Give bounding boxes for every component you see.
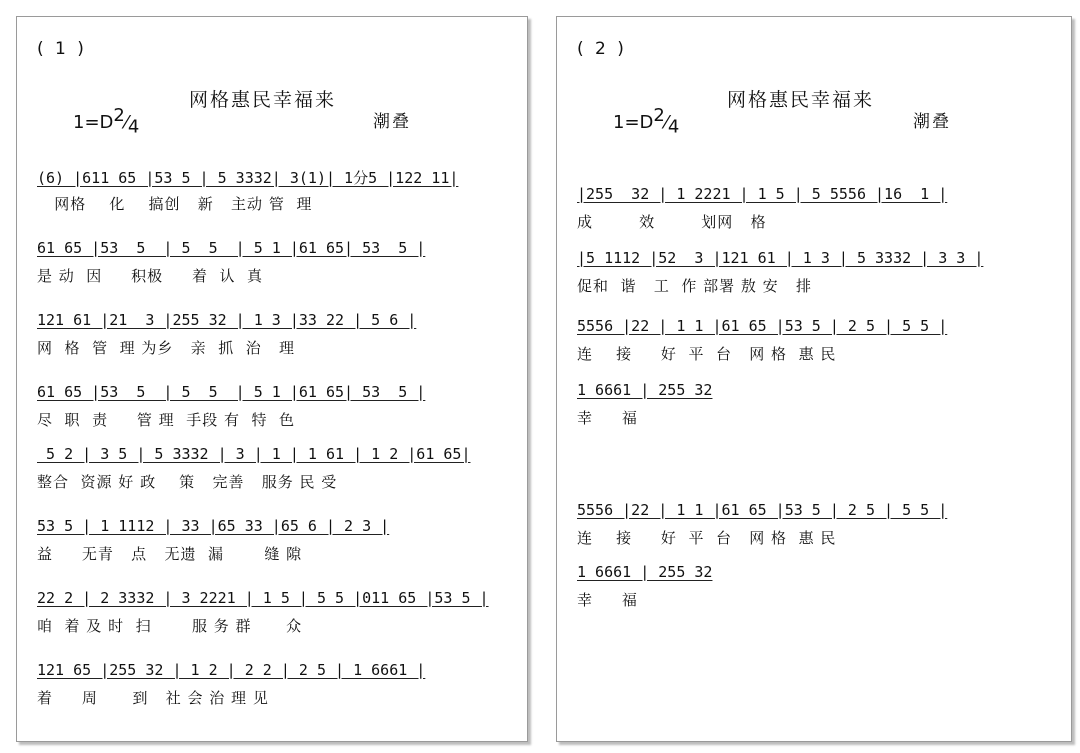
notation-line: 121 61 |21 3 |255 32 | 1 3 |33 22 | 5 6 | — [37, 311, 417, 329]
notation-line: 121 65 |255 32 | 1 2 | 2 2 | 2 5 | 1 6661 | — [37, 661, 426, 679]
notation-line: 5556 |22 | 1 1 |61 65 |53 5 | 2 5 | 5 5 | — [577, 501, 948, 519]
lyrics-line: 网 格 管 理 为乡 亲 抓 治 理 — [37, 339, 296, 357]
key-label: 1=D — [613, 112, 654, 133]
page-number: ( 2 ) — [577, 39, 627, 59]
notation-line: (6) |611 65 |53 5 | 5 3332| 3(1)| 1分5 |122 11| — [37, 169, 459, 187]
lyrics-line: 连 接 好 平 台 网 格 惠 民 — [577, 345, 837, 363]
lyrics-line: 促和 谐 工 作 部署 敖 安 排 — [577, 277, 812, 295]
notation-line: 61 65 |53 5 | 5 5 | 5 1 |61 65| 53 5 | — [37, 383, 426, 401]
lyrics-line: 连 接 好 平 台 网 格 惠 民 — [577, 529, 837, 547]
time-numerator: 2 — [653, 105, 665, 126]
lyrics-line: 咱 着 及 时 扫 服 务 群 众 — [37, 617, 303, 635]
time-denominator: 4 — [127, 116, 140, 138]
notation-line: |255 32 | 1 2221 | 1 5 | 5 5556 |16 1 | — [577, 185, 948, 203]
lyrics-line: 是 动 因 积极 着 认 真 — [37, 267, 264, 285]
key-signature: $1=D^2⁄_4$ — [73, 105, 140, 138]
notation-line: 1 6661 | 255 32 — [577, 563, 713, 581]
key-signature: $1=D^2⁄_4$ — [613, 105, 680, 138]
lyrics-line: 着 周 到 社 会 治 理 见 — [37, 689, 269, 707]
page-number: ( 1 ) — [37, 39, 87, 59]
key-label: 1=D — [73, 112, 114, 133]
lyrics-line: 尽 职 责 管 理 手段 有 特 色 — [37, 411, 296, 429]
notation-line: |5 1112 |52 3 |121 61 | 1 3 | 5 3332 | 3 3 | — [577, 249, 984, 267]
lyrics-line: 幸 福 — [577, 591, 638, 609]
song-title: 网格惠民幸福来 — [189, 89, 337, 111]
lyrics-line: 网格 化 搞创 新 主动 管 理 — [37, 195, 313, 213]
notation-line: 5 2 | 3 5 | 5 3332 | 3 | 1 | 1 61 | 1 2 |61 65| — [37, 445, 471, 463]
composer: 潮叠 — [373, 112, 411, 132]
time-numerator: 2 — [113, 105, 125, 126]
notation-line: 5556 |22 | 1 1 |61 65 |53 5 | 2 5 | 5 5 | — [577, 317, 948, 335]
lyrics-line: 益 无青 点 无遗 漏 缝 隙 — [37, 545, 303, 563]
notation-line: 61 65 |53 5 | 5 5 | 5 1 |61 65| 53 5 | — [37, 239, 426, 257]
notation-line: 1 6661 | 255 32 — [577, 381, 713, 399]
score-page-2 — [556, 16, 1072, 742]
time-denominator: 4 — [667, 116, 680, 138]
song-title: 网格惠民幸福来 — [727, 89, 875, 111]
score-page-1 — [16, 16, 528, 742]
notation-line: 53 5 | 1 1112 | 33 |65 33 |65 6 | 2 3 | — [37, 517, 390, 535]
composer: 潮叠 — [913, 112, 951, 132]
lyrics-line: 整合 资源 好 政 策 完善 服务 民 受 — [37, 473, 338, 491]
notation-line: 22 2 | 2 3332 | 3 2221 | 1 5 | 5 5 |011 65 |53 5 | — [37, 589, 489, 607]
lyrics-line: 成 效 划网 格 — [577, 213, 767, 231]
lyrics-line: 幸 福 — [577, 409, 638, 427]
